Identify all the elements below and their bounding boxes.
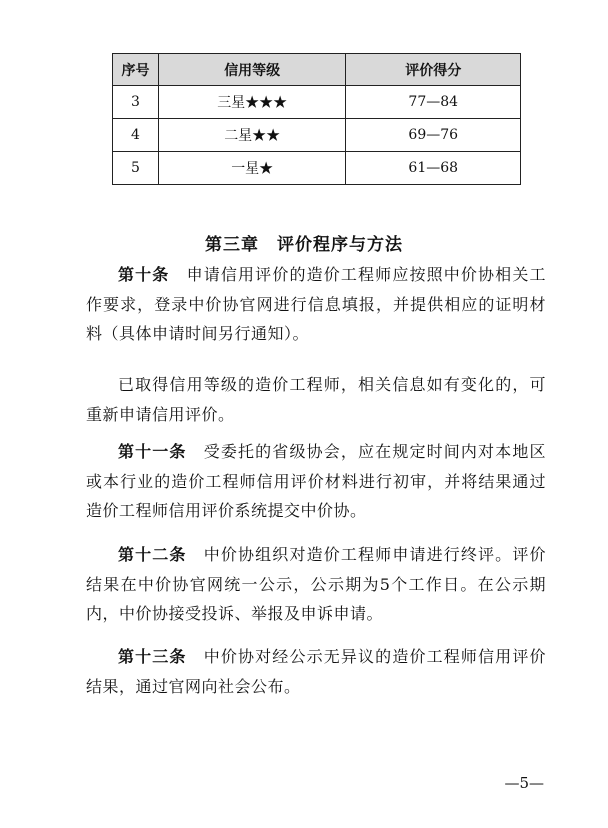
paragraph-text: 已取得信用等级的造价工程师，相关信息如有变化的，可重新申请信用评价。: [86, 375, 546, 424]
article-12: [86, 540, 546, 629]
cell-serial-number: 3: [113, 86, 159, 119]
header-serial-number: 序号: [113, 54, 159, 86]
header-evaluation-score: 评价得分: [346, 54, 521, 86]
article-11: [86, 437, 546, 526]
credit-rating-table: [112, 53, 521, 185]
cell-evaluation-score: 61—68: [346, 152, 521, 185]
article-text: 中价协对经公示无异议的造价工程师信用评价结果，通过官网向社会公布。: [86, 647, 546, 696]
cell-serial-number: 5: [113, 152, 159, 185]
table-row: [113, 152, 521, 185]
article-label: 第十三条: [118, 647, 187, 666]
cell-credit-level: 二星★★: [158, 119, 346, 152]
article-10-supplement: [86, 370, 546, 429]
header-credit-level: 信用等级: [158, 54, 346, 86]
article-10: [86, 260, 546, 349]
article-label: 第十一条: [118, 442, 187, 461]
table-row: [113, 119, 521, 152]
cell-evaluation-score: 69—76: [346, 119, 521, 152]
article-text: 申请信用评价的造价工程师应按照中价协相关工作要求，登录中价协官网进行信息填报，并提供相应的证明材料（具体申请时间另行通知）。: [86, 265, 546, 343]
table-header-row: [113, 54, 521, 86]
cell-evaluation-score: 77—84: [346, 86, 521, 119]
cell-credit-level: 一星★: [158, 152, 346, 185]
table-row: [113, 86, 521, 119]
article-13: [86, 642, 546, 701]
article-text: 受委托的省级协会，应在规定时间内对本地区或本行业的造价工程师信用评价材料进行初审，并将结果通过造价工程师信用评价系统提交中价协。: [86, 442, 546, 520]
cell-serial-number: 4: [113, 119, 159, 152]
cell-credit-level: 三星★★★: [158, 86, 346, 119]
article-label: 第十条: [118, 265, 170, 284]
article-text: 中价协组织对造价工程师申请进行终评。评价结果在中价协官网统一公示，公示期为5个工作日。在公示期内，中价协接受投诉、举报及申诉申请。: [86, 545, 546, 623]
chapter-title: 第三章 评价程序与方法: [205, 235, 403, 255]
article-label: 第十二条: [118, 545, 187, 564]
page-number: —5—: [504, 774, 544, 792]
